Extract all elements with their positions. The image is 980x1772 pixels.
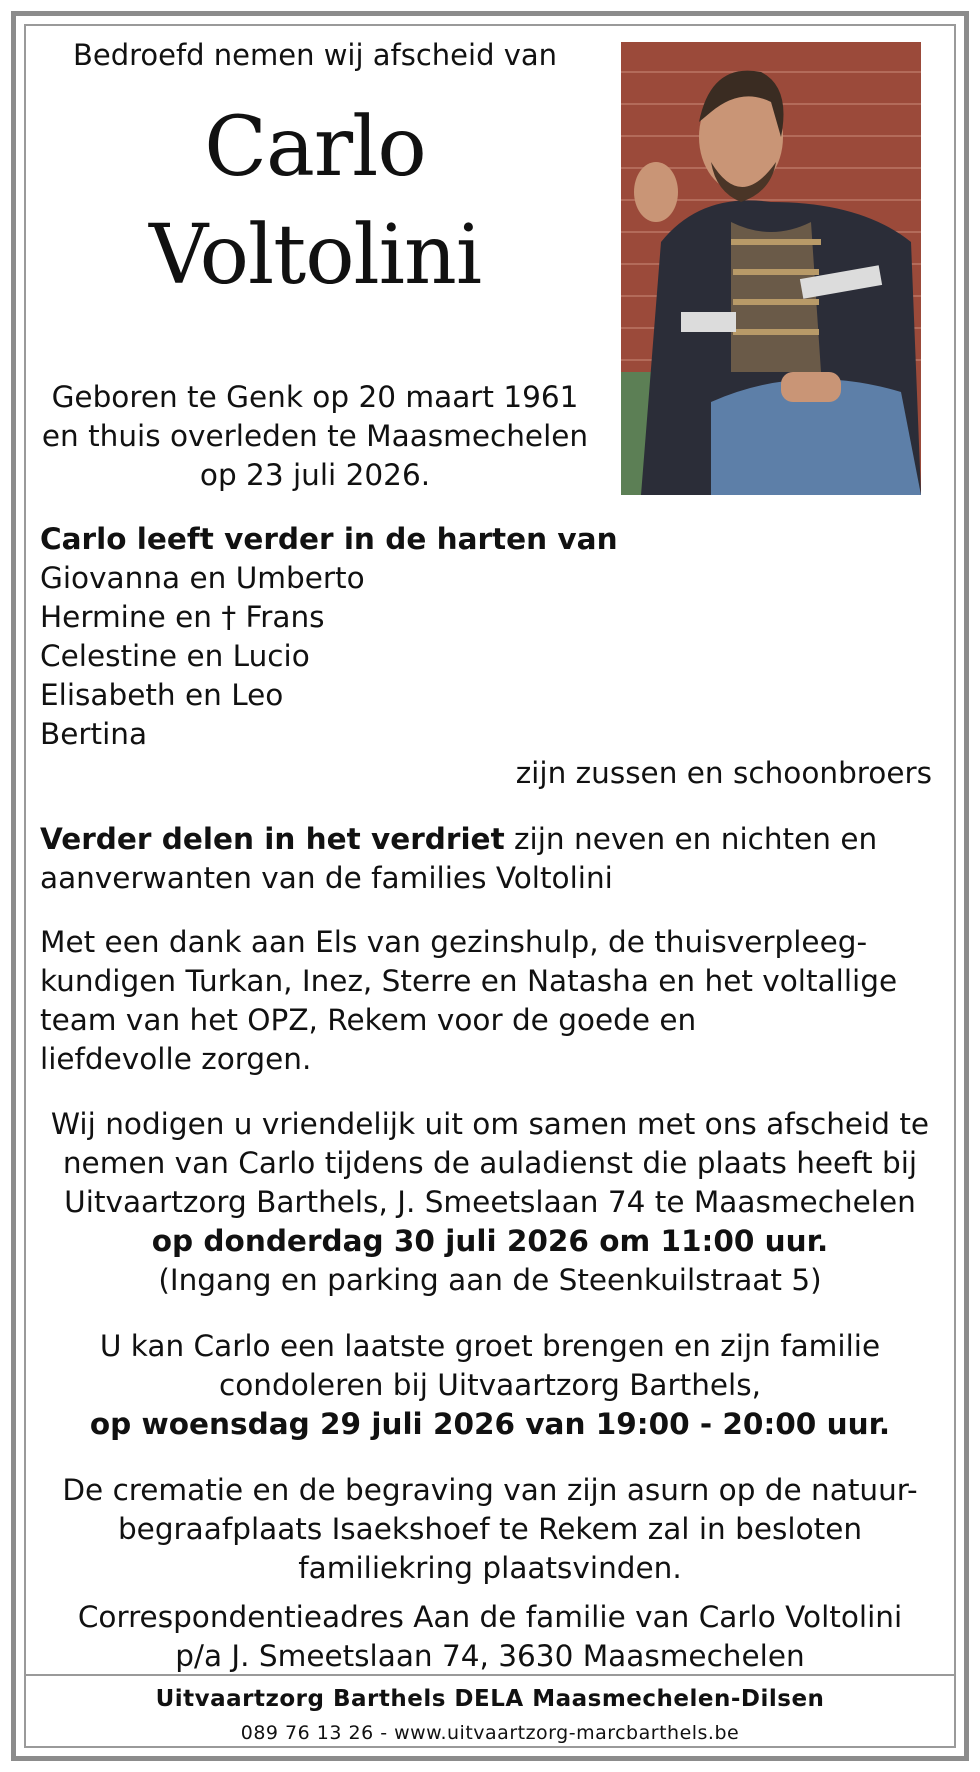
thanks-line-4: liefdevolle zorgen. [40,1042,312,1076]
service-date: op donderdag 30 juli 2026 om 11:00 uur. [151,1224,829,1258]
family-relation: zijn zussen en schoonbroers [515,756,932,790]
service-line-3: Uitvaartzorg Barthels, J. Smeetslaan 74 te Maasmechelen [64,1185,916,1219]
visit-line-2: condoleren bij Uitvaartzorg Barthels, [219,1368,761,1402]
share-rest: zijn neven en nichten en [504,822,878,856]
portrait-photo [621,42,921,495]
intro-text: Bedroefd nemen wij afscheid van [72,38,558,72]
thanks-line-3: team van het OPZ, Rekem voor de goede en [40,1003,697,1037]
family-member-5: Bertina [40,717,148,751]
cremation-line-2: begraafplaats Isaekshoef te Rekem zal in besloten [117,1512,863,1546]
thanks-line-1: Met een dank aan Els van gezinshulp, de thuisverpleeg- [40,925,868,959]
footer-divider [25,1674,955,1676]
family-member-2: Hermine en † Frans [40,600,325,634]
share-line-2: aanverwanten van de families Voltolini [40,861,613,895]
correspondence-line-1: Correspondentieadres Aan de familie van Carlo Voltolini [77,1600,903,1634]
family-member-4: Elisabeth en Leo [40,678,284,712]
birth-line-2: en thuis overleden te Maasmechelen [41,419,589,453]
service-line-1: Wij nodigen u vriendelijk uit om samen met ons afscheid te [50,1107,930,1141]
visit-date: op woensdag 29 juli 2026 van 19:00 - 20:00 uur. [89,1407,891,1441]
visit-line-1: U kan Carlo een laatste groet brengen en zijn familie [99,1329,881,1363]
service-line-2: nemen van Carlo tijdens de auladienst die plaats heeft bij [62,1146,918,1180]
thanks-line-2: kundigen Turkan, Inez, Sterre en Natasha en het voltallige [40,964,898,998]
footer-contact: 089 76 13 26 - www.uitvaartzorg-marcbarthels.be [240,1722,740,1744]
cremation-line-1: De crematie en de begraving van zijn asurn op de natuur- [62,1473,918,1507]
birth-line-3: op 23 juli 2026. [199,458,431,492]
portrait-illustration [621,42,921,495]
correspondence-line-2: p/a J. Smeetslaan 74, 3630 Maasmechelen [175,1639,805,1673]
family-heading: Carlo leeft verder in de harten van [40,522,618,556]
birth-line-1: Geboren te Genk op 20 maart 1961 [51,380,579,414]
last-name: Voltolini [148,208,482,303]
cremation-line-3: familiekring plaatsvinden. [298,1551,682,1585]
share-bold: Verder delen in het verdriet [40,822,505,856]
first-name: Carlo [204,100,426,195]
family-member-3: Celestine en Lucio [40,639,310,673]
footer-company: Uitvaartzorg Barthels DELA Maasmechelen-Dilsen [155,1686,825,1712]
share-line-1 [40,820,877,859]
service-parking: (Ingang en parking aan de Steenkuilstraat 5) [158,1263,822,1297]
family-member-1: Giovanna en Umberto [40,561,365,595]
